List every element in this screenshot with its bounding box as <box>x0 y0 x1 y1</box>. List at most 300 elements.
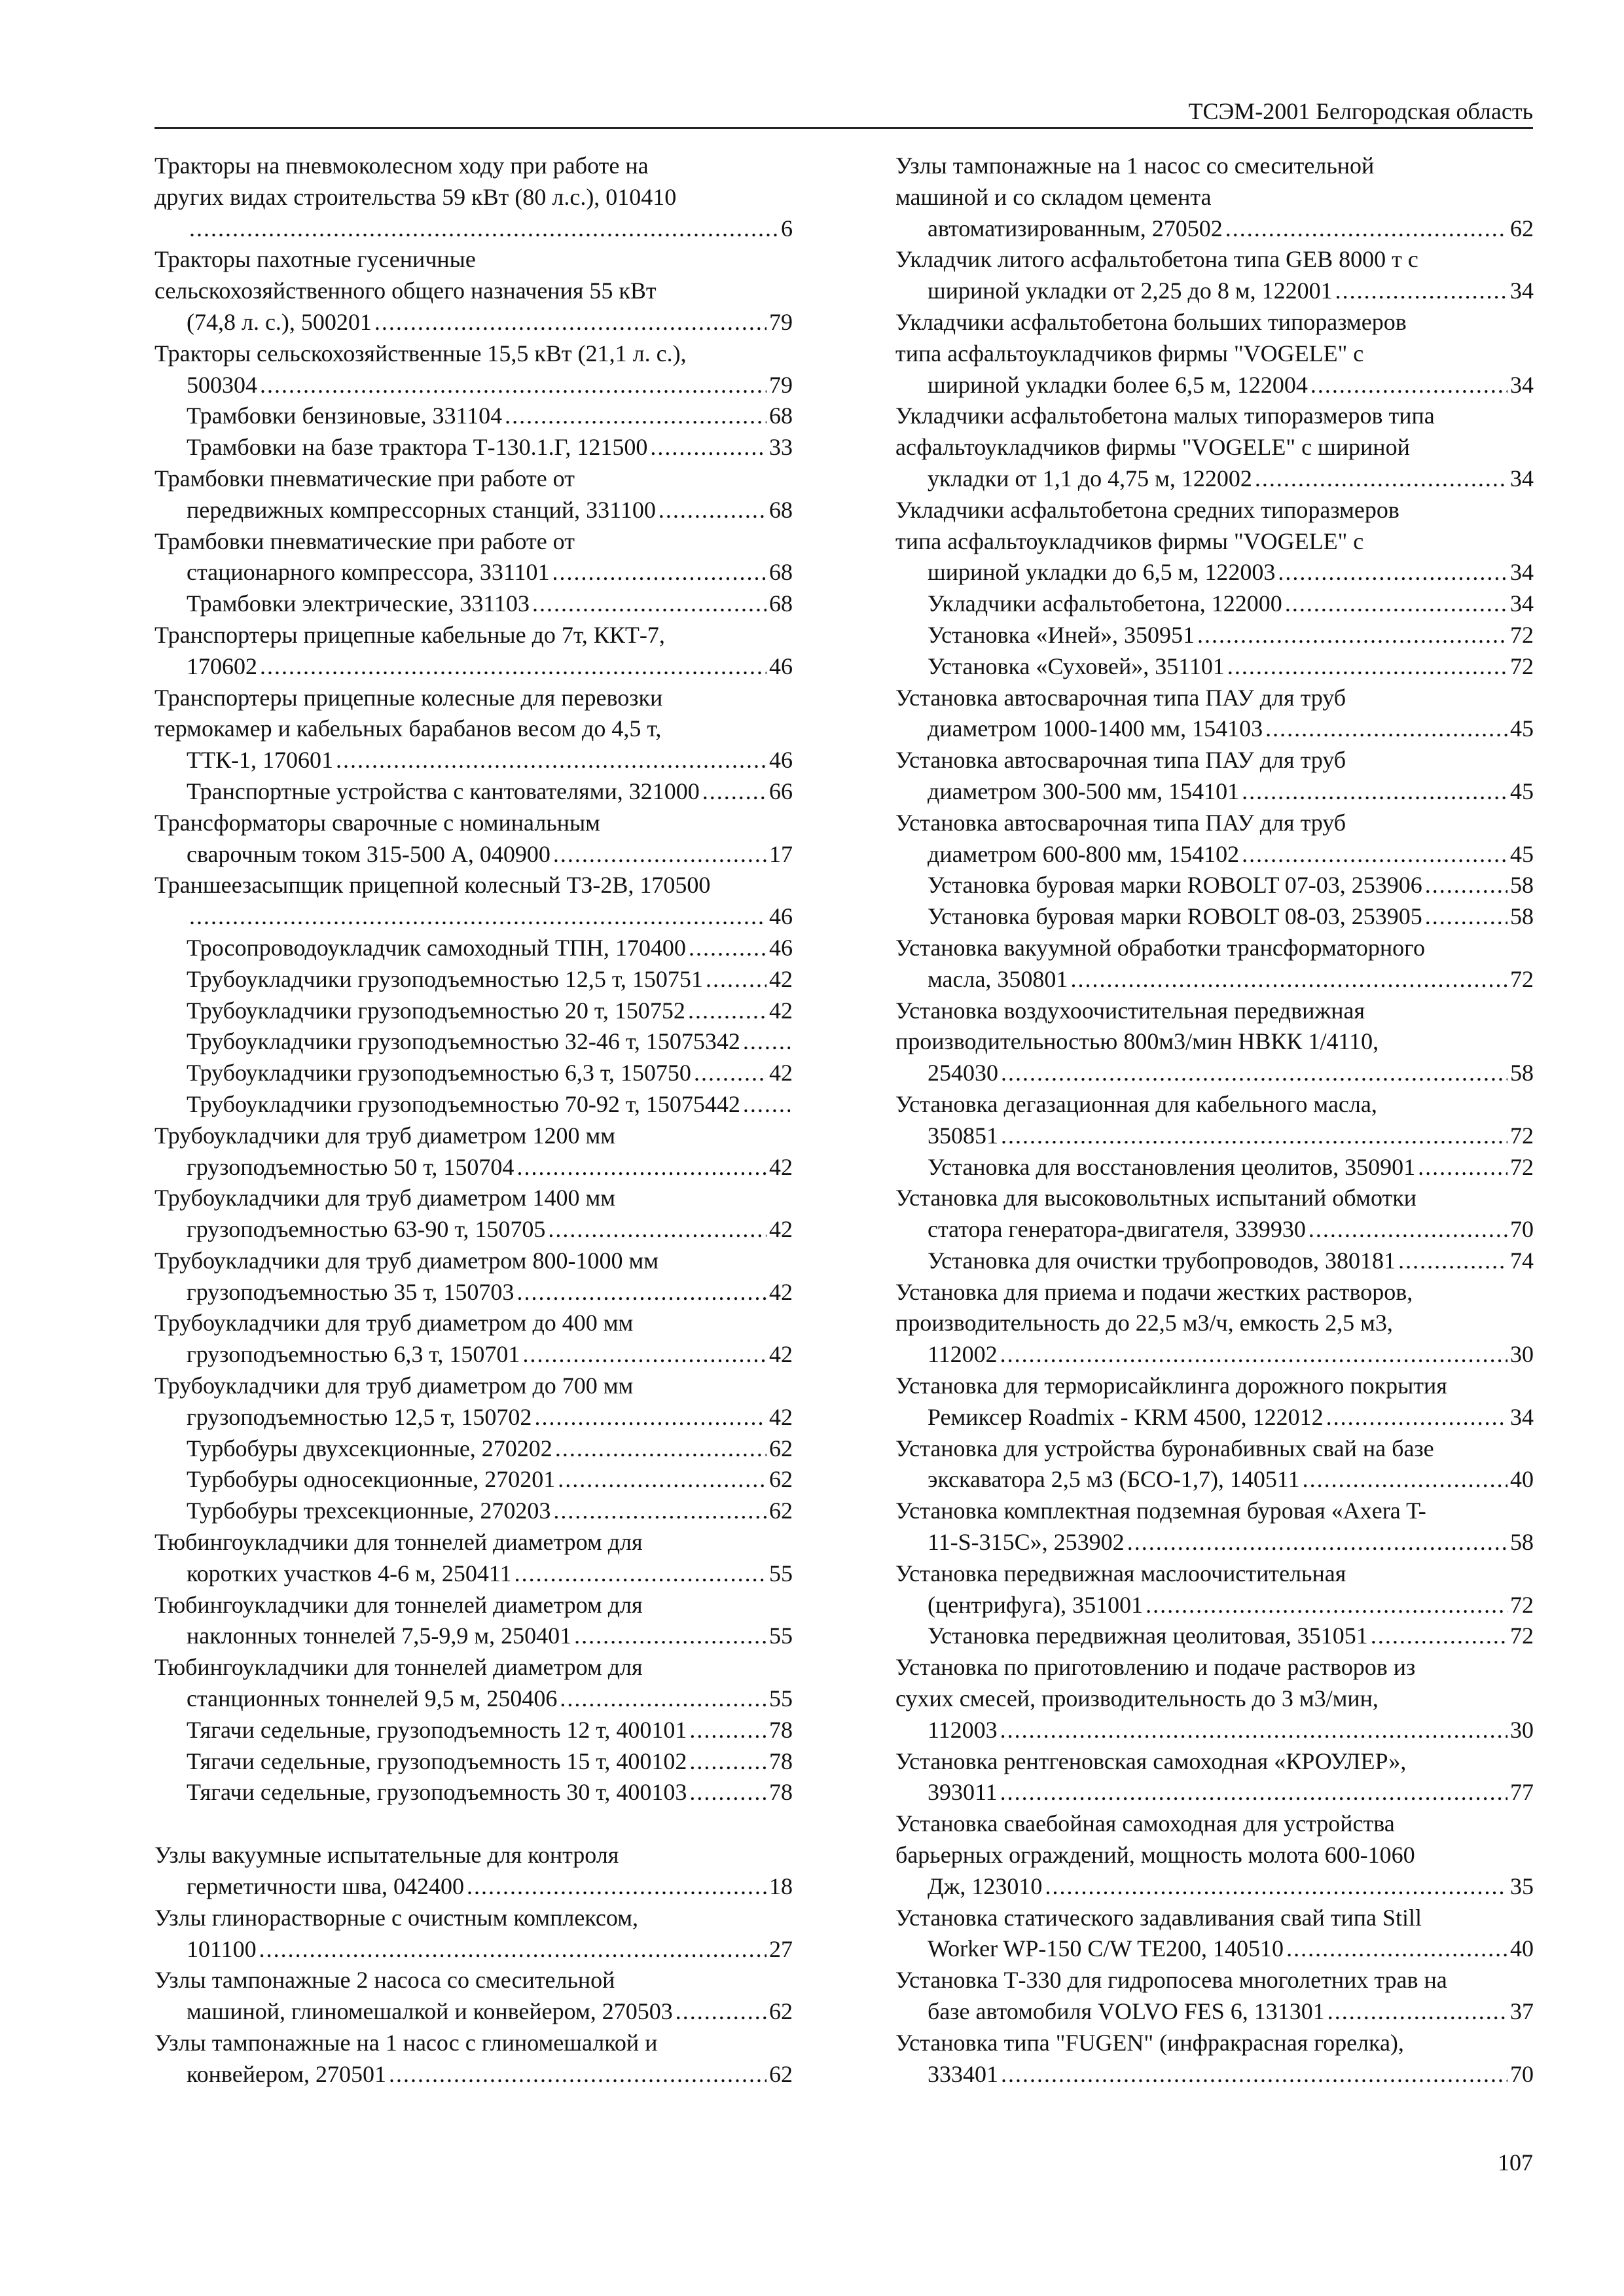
index-entry-line: Установка типа "FUGEN" (инфракрасная горелка), <box>895 2029 1404 2056</box>
index-entry <box>895 933 1534 996</box>
index-entry-line: Укладчики асфальтобетона средних типоразмеров <box>895 496 1399 523</box>
index-entry-text: шириной укладки от 2,25 до 8 м, 122001 <box>928 278 1333 304</box>
index-entry-text: экскаватора 2,5 м3 (БСО-1,7), 140511 <box>928 1466 1300 1493</box>
index-entry <box>154 338 793 401</box>
index-entry-last-line <box>187 1026 793 1058</box>
index-column-left <box>154 151 793 2090</box>
index-entry-page: 45 <box>1510 778 1534 804</box>
index-entry-last-line <box>187 2059 793 2090</box>
index-entry-last-line <box>187 370 793 401</box>
index-entry-last-line <box>187 1746 793 1778</box>
dot-leader <box>706 964 767 996</box>
index-entry-last-line <box>187 557 793 588</box>
page-number: 107 <box>1498 2149 1533 2176</box>
index-entry-text: Укладчики асфальтобетона, 122000 <box>928 590 1282 617</box>
index-entry-text: грузоподъемностью 6,3 т, 150701 <box>187 1341 520 1368</box>
index-entry <box>895 808 1534 870</box>
dot-leader <box>1398 1246 1507 1277</box>
index-entry <box>154 1433 793 1465</box>
index-entry <box>895 1652 1534 1746</box>
index-entry-page: 77 <box>1510 1779 1534 1806</box>
index-entry-last-line <box>928 1715 1534 1746</box>
index-entry <box>895 1246 1534 1277</box>
index-entry-page: 62 <box>1510 215 1534 242</box>
index-entry-text: Трамбовки на базе трактора Т-130.1.Г, 121500 <box>187 434 648 461</box>
index-entry-last-line <box>187 432 793 463</box>
index-entry-line: Трамбовки пневматические при работе от <box>154 528 575 554</box>
index-entry-page: 68 <box>769 590 793 617</box>
index-entry-text: базе автомобиля VOLVO FES 6, 131301 <box>928 1998 1325 2025</box>
index-entry-last-line <box>928 370 1534 401</box>
index-column-right <box>895 151 1534 2090</box>
index-entry <box>895 1746 1534 1809</box>
dot-leader <box>1335 276 1507 307</box>
dot-leader <box>676 1996 767 2028</box>
index-entry-text: грузоподъемностью 50 т, 150704 <box>187 1153 514 1180</box>
index-entry-page: 42 <box>769 1341 793 1368</box>
index-entry-text: ТТК-1, 170601 <box>187 747 333 774</box>
index-entry-last-line <box>187 1433 793 1465</box>
index-entry-line: Установка для приема и подачи жестких растворов, <box>895 1278 1413 1305</box>
index-entry-page: 55 <box>769 1685 793 1712</box>
index-entry-page: 72 <box>1510 1122 1534 1149</box>
index-entry-last-line <box>928 1464 1534 1496</box>
index-entry-page: 70 <box>1510 1216 1534 1243</box>
index-entry <box>154 1777 793 1808</box>
index-entry-last-line <box>187 1683 793 1715</box>
index-entry-page: 30 <box>1510 1716 1534 1743</box>
index-entry <box>154 1089 793 1121</box>
index-entry-page: 40 <box>1510 1466 1534 1493</box>
index-entry-text: грузоподъемностью 12,5 т, 150702 <box>187 1403 532 1430</box>
index-entry-last-line <box>928 1246 1534 1277</box>
index-entry-last-line <box>187 1402 793 1433</box>
index-entry-last-line <box>187 401 793 432</box>
index-entry-last-line <box>187 745 793 776</box>
index-entry-text: Трамбовки бензиновые, 331104 <box>187 403 503 429</box>
index-entry-last-line <box>928 620 1534 651</box>
index-entry <box>154 1840 793 1903</box>
index-entry-last-line <box>928 1058 1534 1089</box>
index-entry <box>154 776 793 808</box>
index-entry-page: 46 <box>769 747 793 774</box>
index-entry-text: 254030 <box>928 1060 998 1086</box>
index-entry <box>154 683 793 776</box>
index-entry-last-line <box>187 1089 793 1121</box>
index-entry-last-line <box>187 1152 793 1183</box>
dot-leader <box>553 1496 767 1527</box>
index-entry-page: 46 <box>769 653 793 679</box>
dot-leader <box>1045 1871 1507 1903</box>
index-entry-page: 34 <box>1510 465 1534 492</box>
index-entry-line: барьерных ограждений, мощность молота 600-1060 <box>895 1842 1415 1869</box>
dot-leader <box>516 1152 767 1183</box>
index-entry-page: 72 <box>1510 1153 1534 1180</box>
index-entry-text: стационарного компрессора, 331101 <box>187 559 550 586</box>
index-entry <box>154 1527 793 1590</box>
index-entry <box>895 1183 1534 1246</box>
index-entry-line: термокамер и кабельных барабанов весом до 4,5 т, <box>154 715 662 742</box>
index-entry-last-line <box>928 213 1534 245</box>
index-entry-last-line <box>187 1934 793 1965</box>
dot-leader <box>1001 1058 1507 1089</box>
index-entry-text: машиной, глиномешалкой и конвейером, 270503 <box>187 1998 673 2025</box>
index-entry <box>895 401 1534 494</box>
dot-leader <box>514 1558 767 1590</box>
dot-leader <box>1326 1402 1507 1433</box>
index-entry-text: Установка «Иней», 350951 <box>928 621 1195 648</box>
dot-leader <box>689 1777 767 1808</box>
index-entry-page: 40 <box>1510 1935 1534 1962</box>
index-entry <box>154 1590 793 1653</box>
index-entry-page: 58 <box>1510 872 1534 899</box>
index-entry-line: Тюбингоукладчики для тоннелей диаметром для <box>154 1654 643 1681</box>
index-entry-text: 170602 <box>187 653 257 679</box>
dot-leader <box>467 1871 767 1903</box>
index-entry-page: 30 <box>1510 1341 1534 1368</box>
index-entry-last-line <box>928 1152 1534 1183</box>
index-entry-page: 79 <box>769 308 793 335</box>
index-entry-line: Узлы глинорастворные с очистным комплексом, <box>154 1904 639 1931</box>
index-entry-line: Трубоукладчики для труб диаметром 800-1000 мм <box>154 1247 659 1274</box>
index-entry-line: Транспортеры прицепные колесные для перевозки <box>154 684 663 711</box>
index-entry-text: Установка для очистки трубопроводов, 380181 <box>928 1247 1396 1274</box>
index-entry-line: типа асфальтоукладчиков фирмы "VOGELE" с <box>895 340 1364 367</box>
index-entry-line: Установка для высоковольтных испытаний обмотки <box>895 1185 1417 1211</box>
index-entry-page: 35 <box>1510 1873 1534 1899</box>
index-entry-last-line <box>187 588 793 620</box>
index-entry-page: 58 <box>1510 1529 1534 1556</box>
index-entry-page: 62 <box>769 2060 793 2087</box>
dot-leader <box>505 401 767 432</box>
dot-leader <box>1327 1996 1507 2028</box>
index-entry-text: Установка «Суховей», 351101 <box>928 653 1225 679</box>
index-entry-text: грузоподъемностью 63-90 т, 150705 <box>187 1216 546 1243</box>
index-entry-page: 55 <box>769 1560 793 1587</box>
index-entry-text: передвижных компрессорных станций, 331100 <box>187 496 656 523</box>
index-entry-line: Установка статического задавливания свай типа Still <box>895 1904 1422 1931</box>
index-entry-text: Установка буровая марки ROBOLT 08-03, 253905 <box>928 903 1422 930</box>
index-entry-page: 45 <box>1510 840 1534 867</box>
dot-leader <box>694 1058 767 1089</box>
index-entry <box>895 651 1534 683</box>
index-entry-line: Трамбовки пневматические при работе от <box>154 465 575 492</box>
index-entry <box>895 901 1534 933</box>
index-entry-text: диаметром 300-500 мм, 154101 <box>928 778 1240 804</box>
dot-leader <box>1197 620 1507 651</box>
index-entry-text: 393011 <box>928 1779 998 1806</box>
dot-leader <box>1303 1464 1507 1496</box>
index-entry <box>895 307 1534 401</box>
index-entry-last-line <box>928 964 1534 996</box>
index-entry-line: Тракторы сельскохозяйственные 15,5 кВт (21,1 л. с.), <box>154 340 687 367</box>
index-entry-text: наклонных тоннелей 7,5-9,9 м, 250401 <box>187 1623 572 1649</box>
index-entry-line: производительностью 800м3/мин НВКК 1/4110, <box>895 1028 1379 1055</box>
dot-leader <box>260 651 767 683</box>
index-entry <box>154 432 793 463</box>
dot-leader <box>689 1715 767 1746</box>
index-entry-text: 101100 <box>187 1935 257 1962</box>
dot-leader <box>1242 776 1507 808</box>
index-entry-text: Ремиксер Roadmix - KRM 4500, 122012 <box>928 1403 1324 1430</box>
dot-leader <box>522 1339 767 1371</box>
dot-leader <box>534 1402 767 1433</box>
index-entry-line: Трубоукладчики для труб диаметром до 400 мм <box>154 1310 634 1336</box>
index-entry-page: 79 <box>769 371 793 398</box>
index-entry <box>154 1965 793 2028</box>
dot-leader <box>1425 870 1507 901</box>
dot-leader <box>389 2059 767 2090</box>
index-entry-last-line <box>187 1558 793 1590</box>
index-entry-last-line <box>928 1402 1534 1433</box>
index-entry <box>154 808 793 870</box>
index-entry-page: 34 <box>1510 371 1534 398</box>
index-entry-line: Укладчик литого асфальтобетона типа GEB 8000 т с <box>895 246 1418 273</box>
index-entry-page: 34 <box>1510 278 1534 304</box>
dot-leader <box>688 996 767 1027</box>
index-entry-page: 74 <box>1510 1247 1534 1274</box>
dot-leader <box>336 745 767 776</box>
index-entry-last-line <box>928 557 1534 588</box>
dot-leader <box>374 307 767 338</box>
index-entry <box>154 1246 793 1308</box>
index-entry-line: Трансформаторы сварочные с номинальным <box>154 809 600 836</box>
index-entry <box>154 933 793 964</box>
dot-leader <box>1000 1777 1507 1808</box>
index-entry-text: коротких участков 4-6 м, 250411 <box>187 1560 512 1587</box>
index-entry-page: 78 <box>769 1779 793 1806</box>
index-entry <box>154 964 793 996</box>
index-entry-text: Worker WP-150 C/W TE200, 140510 <box>928 1935 1284 1962</box>
index-entry-page: 17 <box>769 840 793 867</box>
dot-leader <box>1000 1339 1507 1371</box>
index-entry-last-line <box>187 1277 793 1308</box>
dot-leader <box>1265 713 1507 745</box>
index-entry-last-line <box>187 1339 793 1371</box>
index-entry-last-line <box>187 996 793 1027</box>
index-entry-page: 72 <box>1510 653 1534 679</box>
index-entry-page: 62 <box>769 1466 793 1493</box>
index-entry <box>895 1965 1534 2028</box>
index-entry <box>154 620 793 683</box>
index-entry-line: Траншеезасыпщик прицепной колесный ТЗ-2В, 170500 <box>154 872 711 899</box>
index-entry-last-line <box>928 2059 1534 2090</box>
index-entry-page: 62 <box>769 1435 793 1462</box>
dot-leader <box>1127 1527 1507 1558</box>
dot-leader <box>516 1277 767 1308</box>
index-entry-line: Трубоукладчики для труб диаметром 1200 мм <box>154 1122 616 1149</box>
index-entry-last-line <box>187 933 793 964</box>
index-entry-last-line <box>928 1621 1534 1652</box>
index-entry <box>154 1903 793 1965</box>
index-entry-page: 72 <box>1510 621 1534 648</box>
index-entry <box>895 1621 1534 1652</box>
index-entry <box>895 1277 1534 1371</box>
index-entry-text: Трубоукладчики грузоподъемностью 70-92 т, 15075442 <box>187 1090 740 1117</box>
index-entry-page: 46 <box>769 903 793 930</box>
index-entry-line: Тракторы пахотные гусеничные <box>154 246 476 273</box>
index-entry-line: Установка дегазационная для кабельного масла, <box>895 1090 1377 1117</box>
index-entry-line: Установка воздухоочистительная передвижная <box>895 997 1365 1024</box>
index-entry-last-line <box>187 1214 793 1246</box>
index-entry-last-line <box>928 276 1534 307</box>
index-entry-last-line <box>928 1871 1534 1903</box>
index-entry-last-line <box>928 870 1534 901</box>
index-entry-line: асфальтоукладчиков фирмы "VOGELE" с шириной <box>895 434 1410 461</box>
dot-leader <box>1000 1715 1507 1746</box>
dot-leader <box>1308 1214 1507 1246</box>
index-entry-text: масла, 350801 <box>928 965 1068 992</box>
index-entry-line: Тюбингоукладчики для тоннелей диаметром для <box>154 1591 643 1618</box>
index-entry-text: Транспортные устройства с кантователями, 321000 <box>187 778 700 804</box>
index-entry-text: сварочным током 315-500 А, 040900 <box>187 840 550 867</box>
index-entry <box>154 244 793 338</box>
index-entry-line: Узлы тампонажные на 1 насос с глиномешалкой и <box>154 2030 658 2056</box>
index-entry-page: 68 <box>769 496 793 523</box>
index-entry-line: Установка передвижная маслоочистительная <box>895 1560 1346 1587</box>
index-entry <box>895 1808 1534 1902</box>
index-entry-text: Дж, 123010 <box>928 1873 1043 1899</box>
index-entry-last-line <box>928 1590 1534 1621</box>
index-entry-line: Транспортеры прицепные кабельные до 7т, ККТ-7, <box>154 621 665 648</box>
index-entry-text: Турбобуры двухсекционные, 270202 <box>187 1435 552 1462</box>
index-entry-page: 27 <box>769 1935 793 1962</box>
index-entry <box>154 2028 793 2090</box>
dot-leader <box>189 213 778 245</box>
index-entry-line: Трубоукладчики для труб диаметром 1400 мм <box>154 1185 616 1211</box>
index-entry-text: Трубоукладчики грузоподъемностью 20 т, 150752 <box>187 997 685 1024</box>
index-entry-last-line <box>928 839 1534 870</box>
index-entry-text: Установка передвижная цеолитовая, 351051 <box>928 1623 1368 1649</box>
dot-leader <box>1225 213 1507 245</box>
dot-leader <box>558 1464 767 1496</box>
index-entry-text: Турбобуры трехсекционные, 270203 <box>187 1498 551 1524</box>
index-entry-line: Установка для устройства буронабивных свай на базе <box>895 1435 1434 1462</box>
index-entry-last-line <box>187 1715 793 1746</box>
index-entry <box>895 244 1534 307</box>
index-entry-last-line <box>928 713 1534 745</box>
index-entry-page: 42 <box>769 1216 793 1243</box>
index-entry-line: производительность до 22,5 м3/ч, емкость 2,5 м3, <box>895 1310 1393 1336</box>
index-entry-page: 58 <box>1510 1060 1534 1086</box>
index-entry-text: 333401 <box>928 2060 998 2087</box>
index-entry-line: Установка для терморисайклинга дорожного покрытия <box>895 1372 1447 1399</box>
index-entry-page: 33 <box>769 434 793 461</box>
index-entry-line: Тракторы на пневмоколесном ходу при работе на <box>154 152 649 179</box>
index-entry-page: 42 <box>769 1153 793 1180</box>
index-entry-last-line <box>187 901 793 933</box>
dot-leader <box>260 370 767 401</box>
dot-leader <box>650 432 767 463</box>
index-entry <box>895 495 1534 588</box>
index-entry <box>895 683 1534 745</box>
index-entry-page: 58 <box>1510 903 1534 930</box>
index-entry-text: Тягачи седельные, грузоподъемность 12 т, 400101 <box>187 1716 687 1743</box>
dot-leader <box>1286 1933 1507 1965</box>
index-entry-text: Трамбовки электрические, 331103 <box>187 590 530 617</box>
dot-leader <box>689 1746 767 1778</box>
index-entry-last-line <box>187 651 793 683</box>
page-header <box>154 97 1533 129</box>
index-entry-page: 42 <box>769 965 793 992</box>
index-entry-text: 11-S-315C», 253902 <box>928 1529 1125 1556</box>
index-entry <box>154 1652 793 1715</box>
index-entry-last-line <box>928 1339 1534 1371</box>
index-entry-text: статора генератора-двигателя, 339930 <box>928 1216 1306 1243</box>
index-entry-page: 66 <box>769 778 793 804</box>
index-entry-line: типа асфальтоукладчиков фирмы "VOGELE" с <box>895 528 1364 554</box>
index-entry-text: шириной укладки до 6,5 м, 122003 <box>928 559 1276 586</box>
index-entry <box>154 1496 793 1527</box>
dot-leader <box>555 1433 767 1465</box>
index-entry-text: диаметром 1000-1400 мм, 154103 <box>928 715 1263 742</box>
dot-leader <box>1001 1121 1507 1152</box>
index-entry-line: других видах строительства 59 кВт (80 л.с.), 010410 <box>154 183 677 210</box>
index-entry-text: 500304 <box>187 371 257 398</box>
index-entry <box>154 463 793 526</box>
dot-leader <box>1285 588 1507 620</box>
index-entry-last-line <box>928 1214 1534 1246</box>
index-entry-last-line <box>187 1621 793 1652</box>
index-entry-text: Турбобуры односекционные, 270201 <box>187 1466 556 1493</box>
index-entry-text: станционных тоннелей 9,5 м, 250406 <box>187 1685 558 1712</box>
index-entry <box>154 151 793 244</box>
index-entry <box>154 870 793 933</box>
index-entry-text: Трубоукладчики грузоподъемностью 32-46 т, 15075342 <box>187 1028 740 1055</box>
index-entry <box>154 1746 793 1778</box>
dot-leader <box>553 839 767 870</box>
dot-leader <box>1278 557 1507 588</box>
index-entry-page: 42 <box>769 1278 793 1305</box>
index-entry-line: Узлы тампонажные на 1 насос со смесительной <box>895 152 1375 179</box>
index-entry-page: 18 <box>769 1873 793 1900</box>
index-entry-text: грузоподъемностью 35 т, 150703 <box>187 1278 514 1305</box>
index-entry-last-line <box>928 588 1534 620</box>
index-entry-text: укладки от 1,1 до 4,75 м, 122002 <box>928 465 1252 492</box>
dot-leader <box>1425 901 1507 933</box>
index-entry <box>895 1903 1534 1965</box>
index-entry <box>895 745 1534 808</box>
index-entry <box>154 1026 793 1058</box>
dot-leader <box>1310 370 1507 401</box>
index-entry-page: 70 <box>1510 2060 1534 2087</box>
index-entry-last-line <box>187 1496 793 1527</box>
dot-leader <box>1146 1590 1507 1621</box>
index-entry-last-line <box>928 776 1534 808</box>
index-entry-last-line <box>928 1121 1534 1152</box>
index-entry-last-line <box>187 1464 793 1496</box>
index-entry <box>154 401 793 432</box>
dot-leader <box>189 901 767 933</box>
index-entry-text: Установка для восстановления цеолитов, 350901 <box>928 1153 1416 1180</box>
index-entry-last-line <box>187 213 793 245</box>
index-entry-text: Установка буровая марки ROBOLT 07-03, 253906 <box>928 872 1422 899</box>
index-entry-page: 42 <box>769 1403 793 1430</box>
index-entry <box>154 1371 793 1433</box>
index-entry <box>154 588 793 620</box>
index-entry-last-line <box>187 964 793 996</box>
index-entry-page: 72 <box>1510 1591 1534 1618</box>
index-entry <box>154 526 793 589</box>
index-entry <box>895 1371 1534 1433</box>
header-title: ТСЭМ-2001 Белгородская область <box>1188 98 1533 124</box>
dot-leader <box>548 1214 767 1246</box>
index-entry-text: диаметром 600-800 мм, 154102 <box>928 840 1240 867</box>
index-entry-page: 6 <box>781 215 793 242</box>
index-entry-line: Узлы тампонажные 2 насоса со смесительной <box>154 1967 615 1994</box>
index-entry-text: автоматизированным, 270502 <box>928 215 1223 242</box>
index-entry-line: Установка автосварочная типа ПАУ для труб <box>895 809 1346 836</box>
